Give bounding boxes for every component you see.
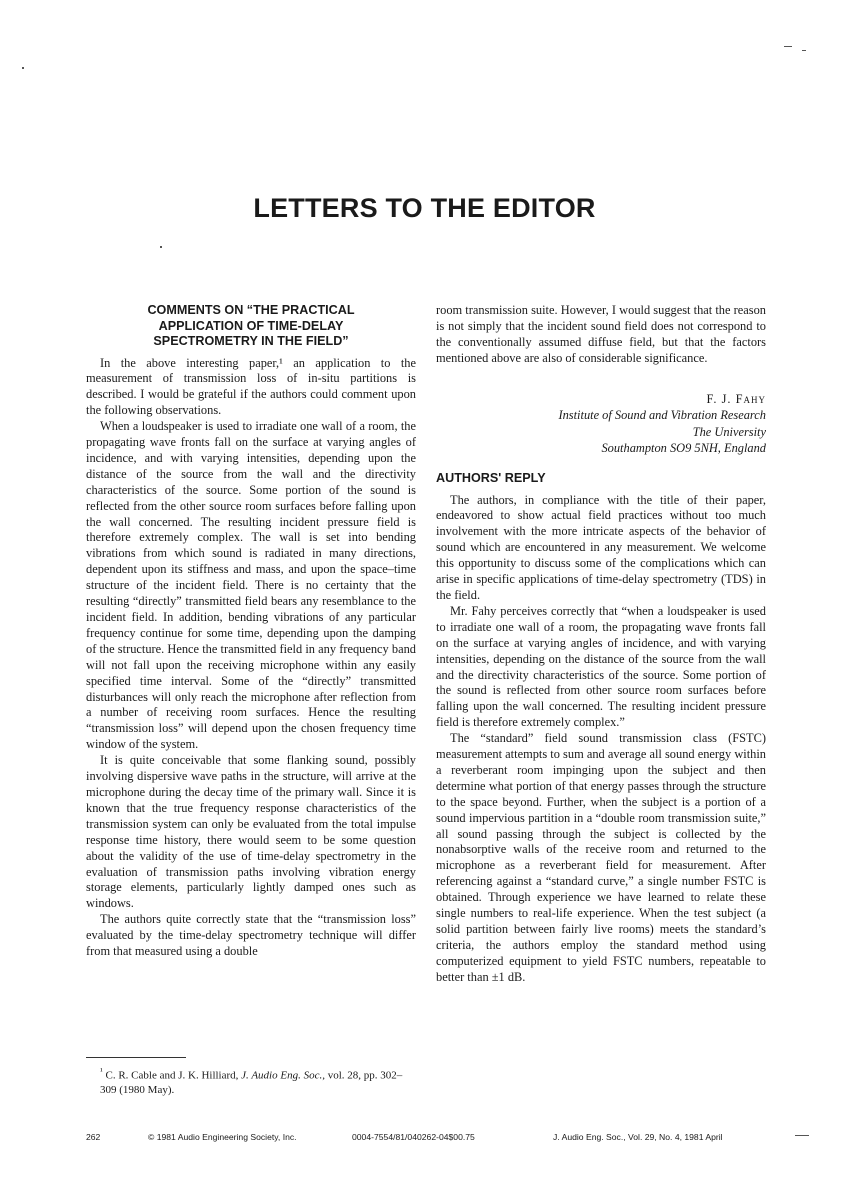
article-title [86,303,416,350]
scan-speck [160,246,162,248]
body-paragraph: The authors quite correctly state that the “transmission loss” evaluated by the time-delay spectrometry technique will differ from that measured using a double [86,912,416,959]
signature-name: F. J. Fahy [706,391,766,406]
body-paragraph: In the above interesting paper,¹ an application to the measurement of transmission loss of in-situ partitions is described. I would be grateful if the authors could comment upon the following observations. [86,355,416,418]
footer-copyright: © 1981 Audio Engineering Society, Inc. [148,1132,297,1142]
footnote-rest: vol. 28, pp. 302–309 (1980 May). [100,1069,403,1096]
article-title-line: COMMENTS ON “THE PRACTICAL [147,303,355,317]
footer-code: 0004-7554/81/040262-04$00.75 [352,1132,475,1142]
reply-paragraph: The authors, in compliance with the title of their paper, endeavored to show actual field practices without too much involvement with the more intricate aspects of the behavior of sound which are encountered in any measurement. We welcome this opportunity to discuss some of the complications which can arise in specific applications of time-delay spectrometry (TDS) in the field. [436,492,766,602]
body-paragraph: When a loudspeaker is used to irradiate one wall of a room, the propagating wave fronts fall on the surface at varying angles of incidence, and with varying intensities, depending upon the distance of the source from the wall and the directivity characteristics of the source. Some portion of the sound is reflected from the other source room surfaces before falling upon the wall concerned. The resulting incident pressure field is therefore extremely complex. The wall is set into bending vibrations from which sound is radiated in many directions, dependent upon its stiffness and mass, and upon the space–time structure of the incident field. There is no certainty that the resulting “directly” transmitted field bears any resemblance to the incident field. In addition, bending vibrations of any particular frequency continue for some time, depending upon the damping of the structure. Hence the transmitted field in any frequency band will not fall upon the receiving microphone within any easily specified time interval. Some of the “directly” transmitted disturbances will only reach the microphone after reflection from a number of receiving room surfaces. Hence the resulting “transmission loss” will depend upon the chosen frequency time window of the system. [86,419,416,752]
footer-page-number: 262 [86,1132,101,1142]
page-title: LETTERS TO THE EDITOR [253,193,596,223]
footnote-authors: C. R. Cable and J. K. Hilliard, [105,1069,239,1082]
signature-block [436,391,766,457]
body-paragraph: room transmission suite. However, I would suggest that the reason is not simply that the incident sound field does not correspond to the conventionally assumed diffuse field, but that the factors mentioned above are also of considerable significance. [436,303,766,365]
footer-journal: J. Audio Eng. Soc., Vol. 29, No. 4, 1981 April [553,1132,723,1142]
reply-paragraph: The “standard” field sound transmission class (FSTC) measurement attempts to sum and average all sound energy within a reverberant room impinging upon the subject and then determine what portion of that energy passes through the structure to the space beyond. Further, when the subject is a portion of a sound impervious partition in a “double room transmission suite,” all sound passing through the subject is collected by the nonabsorptive walls of the receive room and returned to the microphone as a reverberant field for measurement. After referencing against a “standard curve,” a single number FSTC is obtained. Through experience we have learned to relate these single numbers to real-life experience. When the test subject (a solid partition between fairly live rooms) meets the standard’s criteria, the authors employ the standard method using computerized equipment to yield FSTC numbers, repeatable to better than ±1 dB. [436,731,766,984]
footnote-text [86,1064,416,1097]
footnote-journal: J. Audio Eng. Soc., [241,1069,325,1082]
footnote [86,1064,416,1097]
footnote-rule [86,1057,186,1058]
body-paragraph: It is quite conceivable that some flanking sound, possibly involving dispersive wave paths in the structure, will arrive at the microphone during the decay time of the primary wall. Since it is known that the true frequency response characteristics of the transmission system can only be evaluated from the total impulse response time history, there would seem to be some question about the validity of the use of time-delay spectrometry in the evaluation of transmission paths involving vibration energy storage elements, particularly lightly damped ones such as windows. [86,753,416,911]
footnote-marker: ¹ [100,1066,103,1076]
left-column [86,303,416,960]
reply-paragraph: Mr. Fahy perceives correctly that “when a loudspeaker is used to irradiate one wall of a room, the propagating wave fronts fall on the surface at varying angles of incidence, and with varying intensities, depending on the distance of the source from the wall and the directivity characteristics of the source. Some portion of the sound is reflected from other source room surfaces before falling upon the wall concerned. The resulting incident pressure field is therefore extremely complex.” [436,603,766,730]
scan-speck [22,67,24,69]
signature-institute: Institute of Sound and Vibration Research [558,408,766,423]
scan-speck [795,1135,809,1136]
signature-address: Southampton SO9 5NH, England [601,441,766,456]
scan-speck [802,50,806,51]
scan-speck [784,46,792,47]
right-column [436,303,766,986]
article-title-line: SPECTROMETRY IN THE FIELD” [153,334,349,348]
reply-heading: AUTHORS' REPLY [436,470,546,485]
signature-university: The University [692,424,766,439]
article-title-line: APPLICATION OF TIME-DELAY [158,318,344,333]
